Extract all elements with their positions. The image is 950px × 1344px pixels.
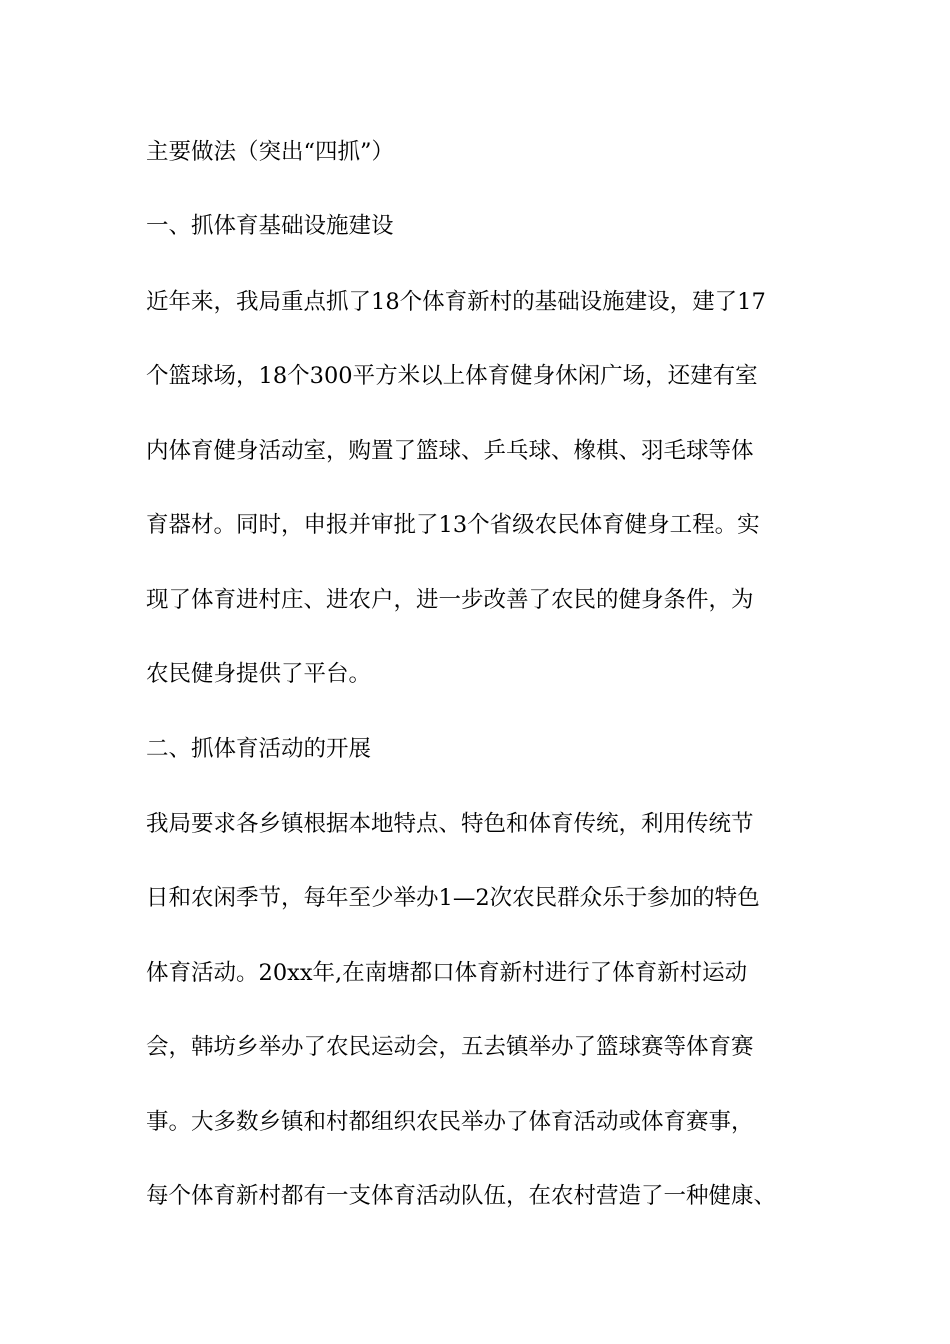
paragraph-line: 事。大多数乡镇和村都组织农民举办了体育活动或体育赛事，: [146, 1109, 754, 1135]
paragraph-line: 农民健身提供了平台。: [146, 661, 372, 687]
paragraph-line: 内体育健身活动室，购置了篮球、乒乓球、橡棋、羽毛球等体: [146, 438, 754, 464]
section-heading-infrastructure: 一、抓体育基础设施建设: [146, 213, 394, 239]
paragraph-line: 近年来，我局重点抓了18个体育新村的基础设施建设，建了17: [146, 289, 766, 315]
paragraph-line: 会，韩坊乡举办了农民运动会，五去镇举办了篮球赛等体育赛: [146, 1034, 754, 1060]
paragraph-line: 我局要求各乡镇根据本地特点、特色和体育传统，利用传统节: [146, 811, 754, 837]
section-heading-activities: 二、抓体育活动的开展: [146, 736, 372, 762]
paragraph-line: 体育活动。20xx年,在南塘都口体育新村进行了体育新村运动: [146, 960, 748, 986]
section-heading-main-practices: 主要做法（突出“四抓”）: [146, 139, 395, 165]
paragraph-line: 现了体育进村庄、进农户，进一步改善了农民的健身条件，为: [146, 587, 754, 613]
paragraph-line: 日和农闲季节，每年至少举办1—2次农民群众乐于参加的特色: [146, 885, 760, 911]
paragraph-line: 育器材。同时，申报并审批了13个省级农民体育健身工程。实: [146, 512, 760, 538]
paragraph-line: 个篮球场，18个300平方米以上体育健身休闲广场，还建有室: [146, 363, 758, 389]
paragraph-line: 每个体育新村都有一支体育活动队伍，在农村营造了一种健康、: [146, 1183, 777, 1209]
